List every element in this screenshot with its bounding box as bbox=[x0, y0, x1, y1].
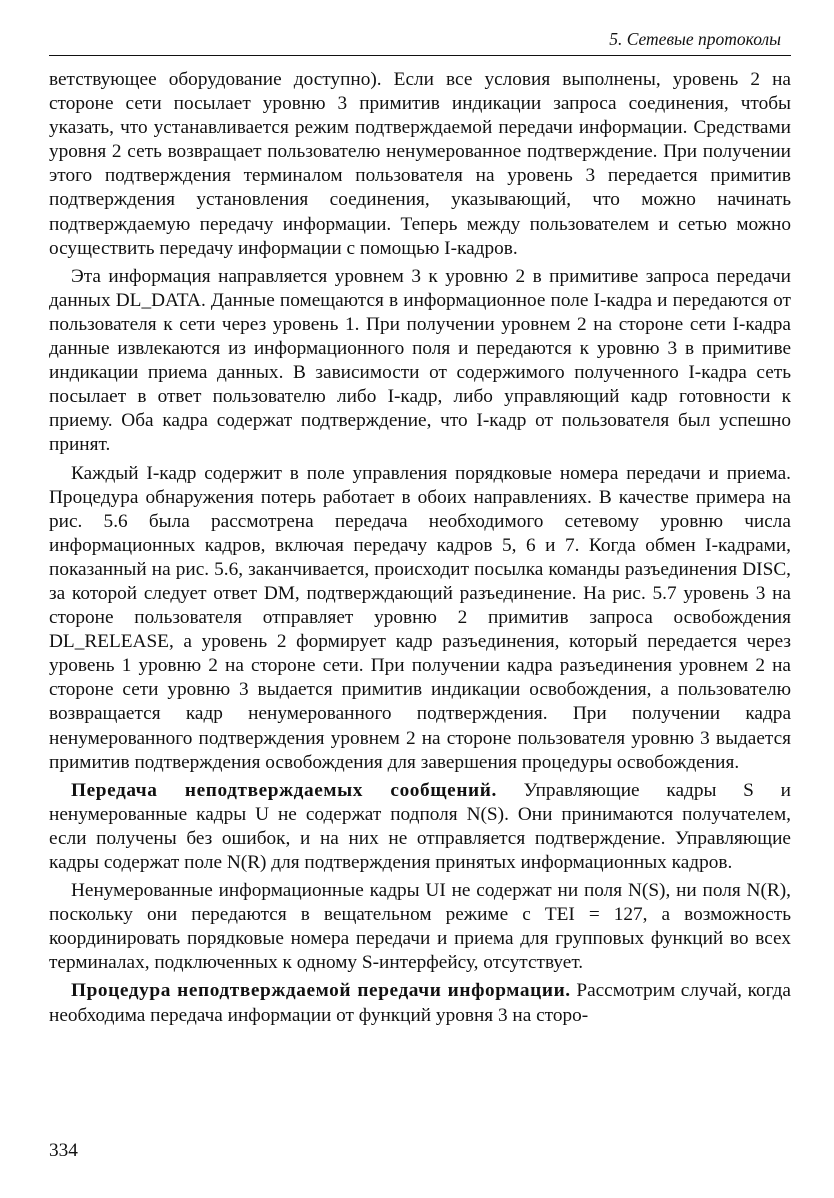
paragraph-unacknowledged-messages bbox=[49, 779, 791, 875]
paragraph-dl-data: Эта информация направляется уровнем 3 к уровню 2 в примитиве запроса передачи данных DL_DATA. Данные помещаются в информационное поле I-кадра и передаются от пользователя к сети через уровень 1. При получении уровнем 2 на стороне сети I-кадра данные извлекаются из информационного поля и передаются к уровню 3 в примитиве индикации приема данных. В зависимости от содержимого полученного I-кадра сеть посылает в ответ пользователю либо I-кадр, либо управляющий кадр готовности к приему. Оба кадра содержат подтверждение, что I-кадр от пользователя был успешно принят. bbox=[49, 265, 791, 456]
page-number: 334 bbox=[49, 1140, 78, 1161]
paragraph-ui-frames: Ненумерованные информационные кадры UI не содержат ни поля N(S), ни поля N(R), поскольку они передаются в вещательном режиме с TEI = 127, а возможность координировать порядковые номера передачи и приема для групповых функций во всех терминалах, подключенных к одному S-интерфейсу, отсутствует. bbox=[49, 880, 791, 974]
header-rule bbox=[49, 55, 791, 56]
paragraph-i-frame-sequence: Каждый I-кадр содержит в поле управления порядковые номера передачи и приема. Процедура обнаружения потерь работает в обоих направлениях. В качестве примера на рис. 5.6 была рассмотрена передача необходимого сетевому уровню числа информационных кадров, включая передачу кадров 5, 6 и 7. Когда обмен I-кадрами, показанный на рис. 5.6, заканчивается, происходит посылка команды разъединения DISC, за которой следует ответ DM, подтверждающий разъединение. На рис. 5.7 уровень 3 на стороне пользователя отправляет уровню 2 примитив запроса освобождения DL_RELEASE, а уровень 2 формирует кадр разъединения, который передается через уровень 1 уровню 2 на стороне сети. При получении кадра разъединения уровнем 2 на стороне сети уровню 3 выдается примитив индикации освобождения, а пользователю возвращается кадр ненумерованного подтверждения. При получении кадра ненумерованного подтверждения уровнем 2 на стороне пользователя уровню 3 выдается примитив подтверждения освобождения для завершения процедуры освобождения. bbox=[49, 462, 791, 773]
paragraph-text: Управляющие кадры S и ненумерованные кадры U не содержат подполя N(S). Они принимаются получателем, если получены без ошибок, и на них не отправляется подтверждение. Управляющие кадры содержат поле N(R) для подтверждения принятых информационных кадров. bbox=[49, 779, 791, 873]
paragraph-unacknowledged-procedure bbox=[49, 979, 791, 1027]
section-heading-unacknowledged-procedure: Процедура неподтверждаемой передачи информации. bbox=[71, 980, 571, 1002]
body-text bbox=[49, 68, 791, 1028]
running-head: 5. Сетевые протоколы bbox=[609, 29, 781, 49]
book-page bbox=[49, 28, 791, 1032]
paragraph-text: Рассмотрим случай, когда необходима передача информации от функций уровня 3 на сторо- bbox=[49, 980, 791, 1026]
paragraph-continuation: ветствующее оборудование доступно). Если все условия выполнены, уровень 2 на стороне сети посылает уровню 3 примитив индикации запроса соединения, чтобы указать, что устанавливается режим подтверждаемой передачи информации. Средствами уровня 2 сеть возвращает пользователю ненумерованное подтверждение. При получении этого подтверждения терминалом пользователя на уровень 3 передается примитив подтверждения установления соединения, указывающий, что можно начинать подтверждаемую передачу информации. Теперь между пользователем и сетью можно осуществить передачу информации с помощью I-кадров. bbox=[49, 69, 791, 259]
section-heading-unacknowledged-messages: Передача неподтверждаемых сообщений. bbox=[71, 779, 497, 801]
